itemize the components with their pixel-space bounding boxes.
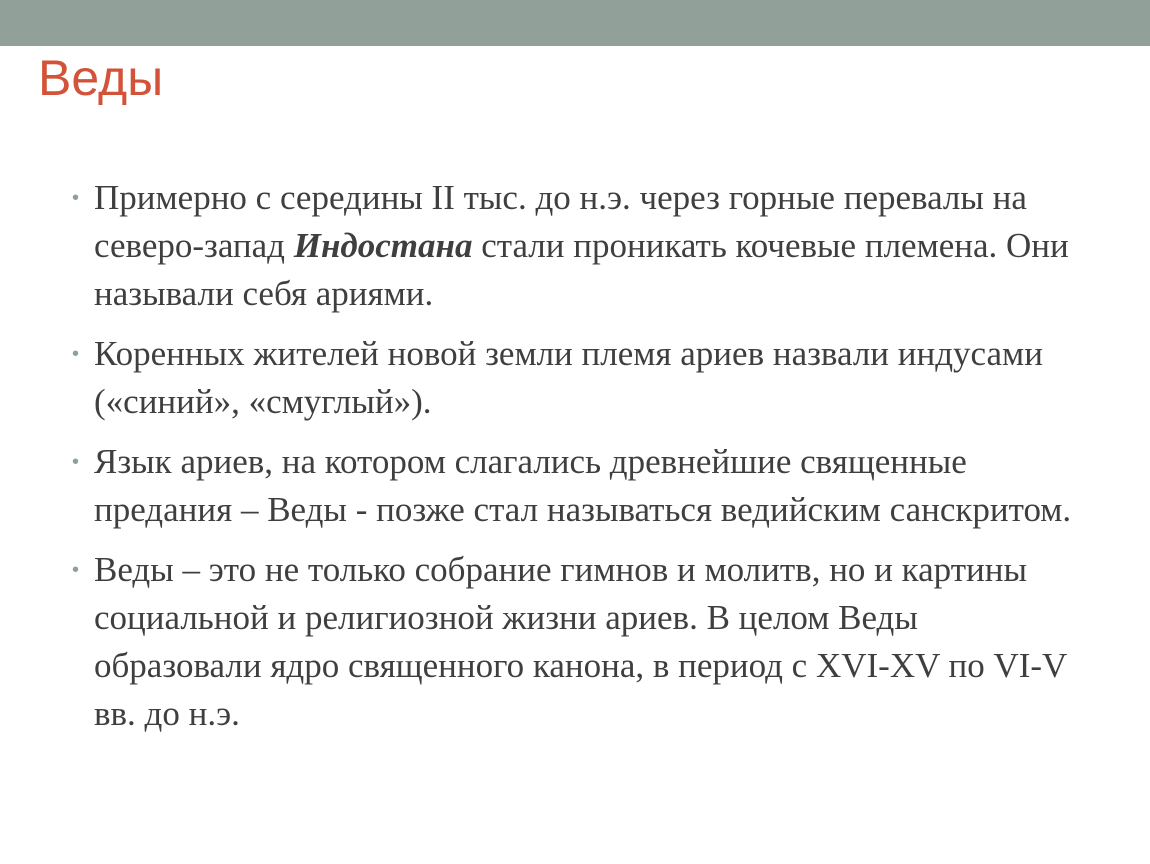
bullet-text-before: Примерно с середины II тыс. до н.э. через горные перевалы на северо-запад	[94, 178, 1027, 265]
bullet-item-4	[72, 546, 1072, 738]
bullet-text-after: стали проникать кочевые племена. Они называли себя ариями.	[94, 226, 1069, 313]
bullet-text: Коренных жителей новой земли племя ариев назвали индусами («синий», «смуглый»).	[94, 334, 1043, 421]
bullet-icon: •	[72, 343, 80, 365]
bullet-text: Веды – это не только собрание гимнов и молитв, но и картины социальной и религиозной жизни ариев. В целом Веды образовали ядро священного канона, в период с XVI-XV по VI-V вв. до н.э.	[94, 550, 1067, 733]
slide-title: Веды	[38, 50, 164, 106]
bullet-item-2	[72, 330, 1072, 426]
bullet-list	[72, 174, 1072, 750]
bullet-icon: •	[72, 451, 80, 473]
top-decorative-bar	[0, 0, 1150, 46]
bullet-item-3	[72, 438, 1072, 534]
bullet-icon: •	[72, 187, 80, 209]
bullet-text: Язык ариев, на котором слагались древнейшие священные предания – Веды - позже стал называться ведийским санскритом.	[94, 442, 1072, 529]
bullet-icon: •	[72, 559, 80, 581]
bullet-item-1	[72, 174, 1072, 318]
bullet-emphasis-text: Индостана	[293, 226, 473, 265]
